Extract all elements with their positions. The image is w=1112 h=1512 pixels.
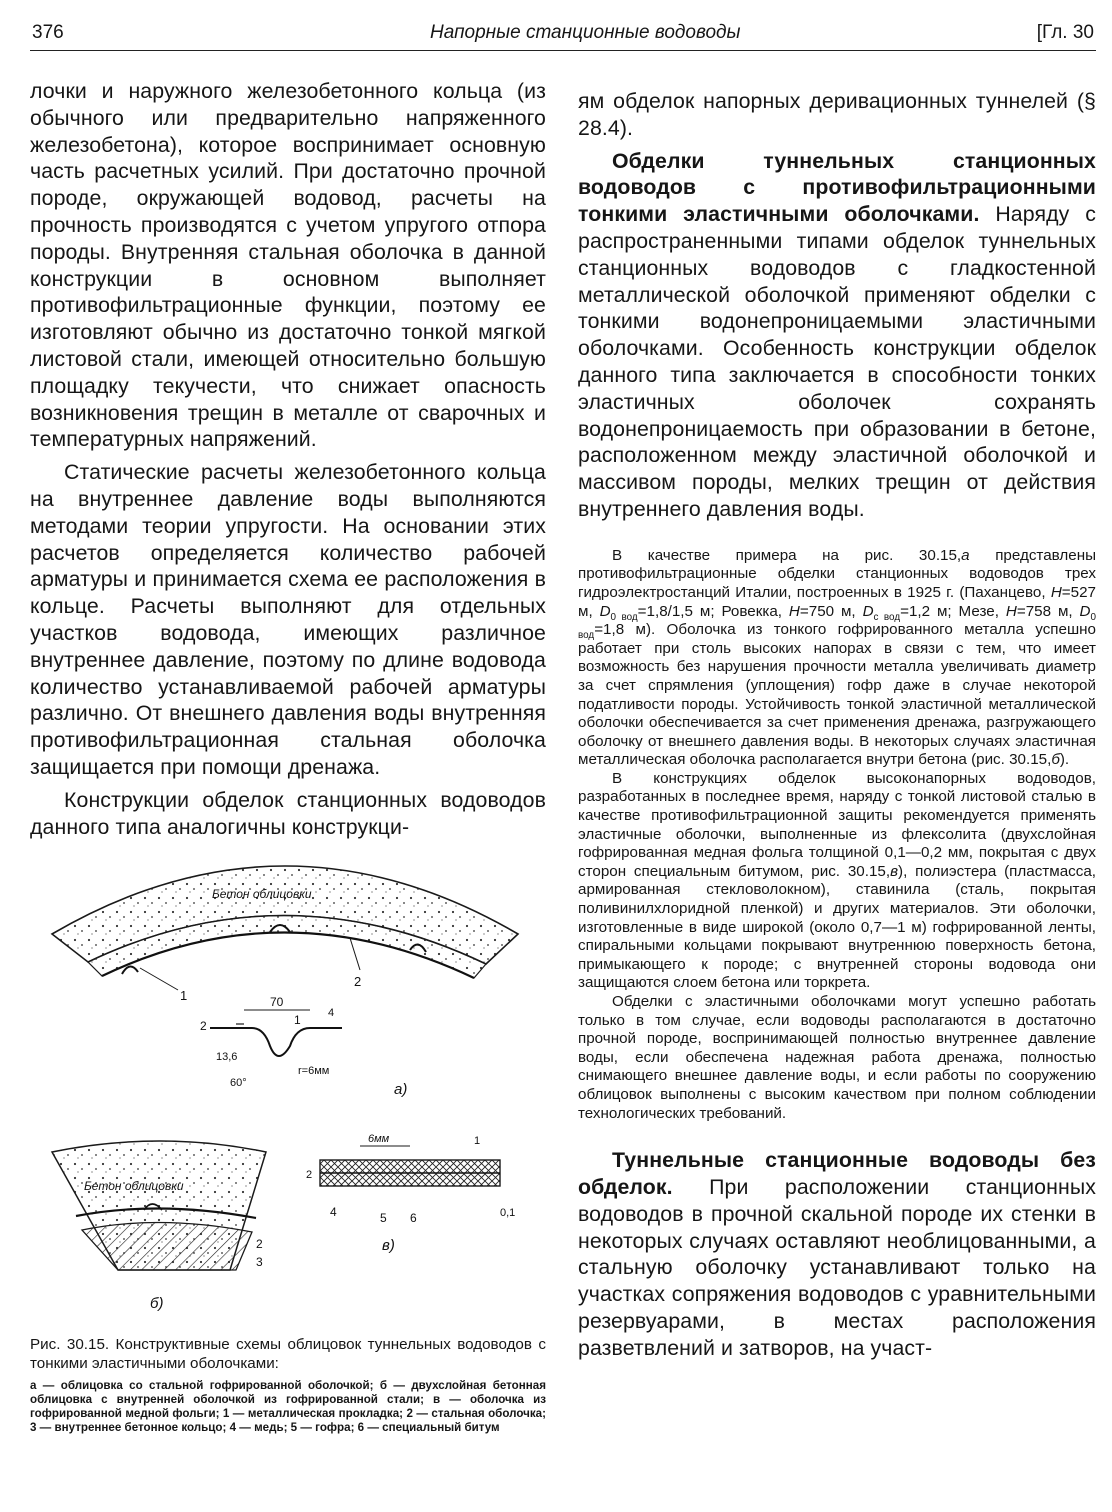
diagram-v (306, 1133, 515, 1254)
figure-caption (30, 1336, 546, 1435)
figure-label: в) (382, 1237, 395, 1254)
figure-label: 2 (306, 1169, 313, 1181)
paragraph: Конструкции обделок станционных водоводов данного типа аналогичны конструкци- (30, 787, 546, 839)
figure-label: 70 (270, 995, 284, 1009)
figure-label: б) (150, 1295, 164, 1312)
figure-drawing (30, 838, 546, 1328)
small-paragraph: Обделки с эластичными оболочками могут успешно работать только в том случае, если водоводы располагаются в достаточно прочной породе, воспринимающей полностью внутреннее давление воды, если обеспечена надежная работа дренажа, полностью снимающего внешнее давление воды, и если работы по сооружению облицовок выполнены с высоким качеством при полном соблюдении технологических требований. (578, 993, 1096, 1122)
figure-30-15 (30, 838, 546, 1328)
section-paragraph (578, 148, 1096, 523)
figure-label: а) (394, 1081, 408, 1098)
figure-label: 1 (294, 1013, 301, 1027)
paragraph: Статические расчеты железобетонного кольца на внутреннее давление воды выполняются методами теории упругости. На основании этих расчетов определяется количество рабочей арматуры и принимается схема ее расположения в кольце. Расчеты выполняют для отдельных участков водовода, имеющих различное внутреннее давление, поэтому по длине водовода количество устанавливаемой рабочей арматуры различно. От внешнего давления воды внутренняя противофильтрационная стальная оболочка защищается при помощи дренажа. (30, 460, 546, 779)
figure-label: 4 (328, 1007, 335, 1019)
small-paragraph: В конструкциях обделок высоконапорных водоводов, разработанных в последнее время, наряду с тонкой листовой сталью в качестве противофильтрационной защиты рекомендуется применять эластичные оболочки, выполненные из флексолита (двухслойная гофрированная медная фольга толщиной 0,1—0,2 мм, покрытая с двух сторон специальным битумом, рис. 30.15,в), полиэстера (пластмасса, армированная стекловолокном), ставинила (сталь, покрытая поливинилхлоридной пленкой) и других материалов. Эти оболочки, изготовленные в виде широкой (около 0,7—1 м) гофрированной ленты, спиральными кольцами покрывают внутреннюю поверхность бетона, примыкающего к породе; с внутренней стороны водовода они защищаются слоем бетона или торкрета. (578, 769, 1096, 992)
paragraph: ям обделок напорных деривационных туннелей (§ 28.4). (578, 89, 1096, 140)
figure-label: 1 (474, 1135, 481, 1147)
figure-label: 4 (330, 1205, 337, 1219)
chapter-marker: [Гл. 30 (1036, 22, 1094, 43)
diagram-a (52, 866, 518, 1098)
section-heading: Обделки туннельных станционных водоводов с противофильтрационными тонкими эластичными оболочками. (578, 148, 1096, 227)
diagram-b (52, 1141, 266, 1312)
figure-label: r=6мм (298, 1065, 330, 1077)
figure-label: 2 (354, 974, 362, 989)
figure-label: 60° (230, 1077, 247, 1089)
figure-label: 2 (256, 1237, 263, 1251)
figure-label: 13,6 (216, 1051, 238, 1063)
figure-label: 3 (256, 1255, 263, 1269)
running-title: Напорные станционные водоводы (430, 22, 741, 43)
right-column (578, 88, 1096, 1362)
figure-label: 1 (180, 988, 188, 1003)
left-column (30, 78, 546, 840)
figure-label: 5 (380, 1211, 387, 1225)
figure-label: 6мм (368, 1133, 390, 1145)
section-paragraph (578, 1147, 1096, 1361)
figure-label: Бетон облицовки (212, 887, 312, 901)
figure-label: 2 (200, 1019, 207, 1033)
paragraph-text: При расположении станционных водоводов в прочной скальной породе их стенки в некоторых случаях оставляют необлицованными, а стальную оболочку устанавливают только на участках сопряжения водоводов с уравнительными резервуарами, в местах расположения разветвлений и затворов, на участ- (578, 1174, 1096, 1360)
section-heading: Туннельные станционные водоводы без обделок. (578, 1148, 1096, 1199)
figure-label: Бетон облицовки (84, 1179, 184, 1193)
page-header (30, 14, 1096, 51)
caption-main: Рис. 30.15. Конструктивные схемы облицовок туннельных водоводов с тонкими эластичными оболочками: (30, 1336, 546, 1372)
paragraph: лочки и наружного железобетонного кольца (из обычного или предварительно напряженного железобетона), которое воспринимает основную часть расчетных усилий. При достаточно прочной породе, окружающей водовод, расчеты на прочность производятся с учетом упругого отпора породы. Внутренняя стальная оболочка в данной конструкции в основном выполняет противофильтрационные функции, поэтому ее изготовляют обычно из достаточно тонкой мягкой листовой стали, имеющей относительно большую площадку текучести, что снижает опасность возникновения трещин в металле от сварочных и температурных напряжений. (30, 79, 546, 452)
paragraph-text: Наряду с распространенными типами обделок туннельных станционных водоводов с гладкостенной металлической оболочкой применяют обделки с тонкими водонепроницаемыми эластичными оболочками. Особенность конструкции обделок данного типа заключается в способности тонких эластичных оболочек сохранять водонепроницаемость при образовании в бетоне, расположенном между эластичной оболочкой и массивом породы, мелких трещин от действия внутреннего давления воды. (578, 202, 1096, 521)
page-number: 376 (32, 22, 64, 43)
figure-label: 0,1 (500, 1207, 516, 1219)
small-paragraph: В качестве примера на рис. 30.15,а представлены противофильтрационные обделки станционных водоводов трех гидроэлектростанций Италии, построенных в 1925 г. (Паханцево, H=527 м, $D_{0 вод}=1,8/1,5$ м; Ровекка, H=750 м, $D_{с вод}=1,2$ м; Мезе, H=758 м, $D_{0 вод}=1,8$ м). Оболочка из тонкого гофрированного металла успешно работает при столь высоких напорах в связи с тем, что имеет возможность без нарушения прочности металла увеличивать диаметр за счет спрямления (уплощения) гофр даже в случае некоторой податливости породы. Устойчивость тонкой эластичной металлической оболочки обеспечивается за счет применения дренажа, разгружающего оболочку от внешнего давления воды. В некоторых случаях эластичная металлическая оболочка располагается внутри бетона (рис. 30.15,б). (578, 546, 1096, 769)
caption-legend: а — облицовка со стальной гофрированной оболочкой; б — двухслойная бетонная облицовка с внутренней оболочкой из гофрированной стали; в — оболочка из гофрированной медной фольги; 1 — металлическая прокладка; 2 — стальная оболочка; 3 — внутреннее бетонное кольцо; 4 — медь; 5 — гофра; 6 — специальный битум (30, 1379, 546, 1434)
figure-label: 6 (410, 1211, 417, 1225)
